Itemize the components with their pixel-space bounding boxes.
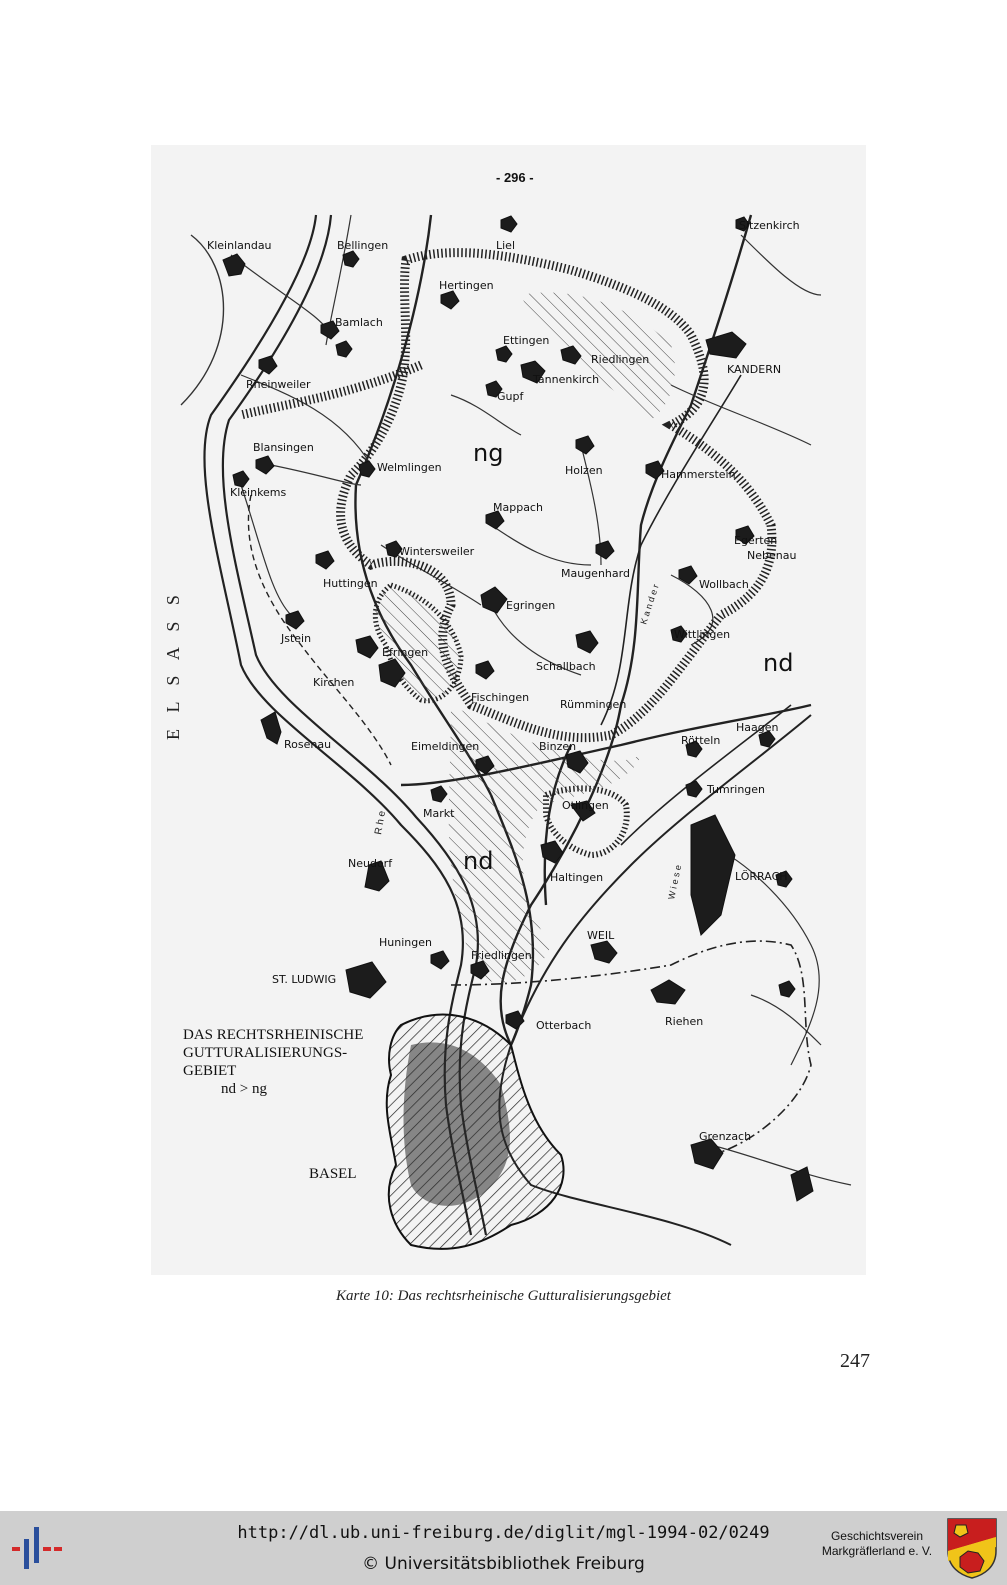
place-tumringen: Tumringen bbox=[707, 783, 766, 796]
place-binzen: Binzen bbox=[539, 740, 577, 753]
place-friedlingen: Friedlingen bbox=[471, 949, 532, 962]
map-legend bbox=[183, 1026, 363, 1098]
place-sitzenkirch: Sitzenkirch bbox=[739, 219, 800, 232]
place-efringen: Efringen bbox=[382, 646, 429, 659]
place-hertingen: Hertingen bbox=[439, 279, 494, 292]
place-blansingen: Blansingen bbox=[253, 441, 314, 454]
place-huningen: Huningen bbox=[379, 936, 432, 949]
place-wollbach: Wollbach bbox=[699, 578, 749, 591]
place-neudorf: Neudorf bbox=[348, 857, 393, 870]
place-huttingen: Huttingen bbox=[323, 577, 378, 590]
place-haagen: Haagen bbox=[736, 721, 779, 734]
place-lorrach: LÖRRACH bbox=[735, 870, 788, 883]
place-eimeldingen: Eimeldingen bbox=[411, 740, 480, 753]
figure-caption: Karte 10: Das rechtsrheinische Gutturalisierungsgebiet bbox=[336, 1288, 671, 1304]
place-weil: WEIL bbox=[587, 929, 615, 942]
place-holzen: Holzen bbox=[565, 464, 603, 477]
place-liel: Liel bbox=[496, 239, 516, 252]
place-riedlingen: Riedlingen bbox=[591, 353, 650, 366]
place-markt: Markt bbox=[423, 807, 455, 820]
map-svg bbox=[151, 145, 866, 1275]
map-page-header: - 296 - bbox=[496, 170, 534, 185]
society-line-1: Geschichtsverein bbox=[830, 1529, 924, 1543]
place-fischingen: Fischingen bbox=[471, 691, 530, 704]
river-arm bbox=[181, 235, 224, 405]
place-rheinweiler: Rheinweiler bbox=[246, 378, 311, 391]
place-kandern: KANDERN bbox=[727, 363, 782, 376]
region-label-elsass: E L S A S S bbox=[163, 589, 183, 740]
place-kleinkems: Kleinkems bbox=[230, 486, 287, 499]
place-riehen: Riehen bbox=[665, 1015, 704, 1028]
coat-of-arms-icon bbox=[946, 1517, 998, 1579]
society-line-2: Markgräflerland e. V. bbox=[821, 1544, 933, 1558]
map-figure bbox=[151, 145, 866, 1275]
legend-rule: nd > ng bbox=[221, 1081, 267, 1097]
place-st-ludwig: ST. LUDWIG bbox=[272, 973, 337, 986]
region-label-ng: ng bbox=[473, 439, 504, 467]
place-bamlach: Bamlach bbox=[335, 316, 383, 329]
society-name bbox=[812, 1529, 942, 1559]
place-otterbach: Otterbach bbox=[536, 1019, 592, 1032]
legend-line-1: DAS RECHTSRHEINISCHE bbox=[183, 1027, 364, 1043]
place-kirchen: Kirchen bbox=[313, 676, 355, 689]
place-rosenau: Rosenau bbox=[284, 738, 332, 751]
place-wittlingen: Wittlingen bbox=[674, 628, 731, 641]
legend-line-2: GUTTURALISIERUNGS- bbox=[183, 1045, 348, 1061]
region-label-nd-south: nd bbox=[463, 847, 494, 875]
river-label-kander: K a n d e r bbox=[638, 583, 661, 626]
river-label-wiese: W i e s e bbox=[666, 864, 684, 901]
kander-river bbox=[601, 375, 741, 725]
place-egerten: Egerten bbox=[734, 534, 778, 547]
place-wintersweiler: Wintersweiler bbox=[399, 545, 475, 558]
footer-copyright: © Universitätsbibliothek Freiburg bbox=[362, 1554, 645, 1574]
place-otlingen: Otlingen bbox=[562, 799, 609, 812]
place-tannenkirch: Tannenkirch bbox=[533, 373, 600, 386]
place-grenzach: Grenzach bbox=[699, 1130, 752, 1143]
place-gupf: Gupf bbox=[497, 390, 524, 403]
place-haltingen: Haltingen bbox=[550, 871, 604, 884]
place-welmlingen: Welmlingen bbox=[377, 461, 442, 474]
legend-line-3: GEBIET bbox=[183, 1063, 237, 1079]
place-ettingen: Ettingen bbox=[503, 334, 550, 347]
place-istein: Jstein bbox=[281, 632, 312, 645]
place-bellingen: Bellingen bbox=[337, 239, 389, 252]
river-label-rhein: R h e bbox=[373, 810, 389, 836]
place-schallbach: Schallbach bbox=[536, 660, 596, 673]
basel-label: BASEL bbox=[309, 1166, 357, 1182]
footer-bar bbox=[0, 1511, 1007, 1585]
place-maugenhard: Maugenhard bbox=[561, 567, 630, 580]
place-mappach: Mappach bbox=[493, 501, 543, 514]
region-label-nd-east: nd bbox=[763, 649, 794, 677]
place-rotteln: Rötteln bbox=[681, 734, 721, 747]
place-rumminger: Rümmingen bbox=[560, 698, 627, 711]
place-kleinlandau: Kleinlandau bbox=[207, 239, 272, 252]
place-nebenau: Nebenau bbox=[747, 549, 797, 562]
place-hammerstein: Hammerstein bbox=[661, 468, 736, 481]
page-number: 247 bbox=[840, 1350, 870, 1372]
footer-url-link[interactable]: http://dl.ub.uni-freiburg.de/diglit/mgl-1994-02/0249 bbox=[237, 1523, 770, 1543]
place-egringen: Egringen bbox=[506, 599, 556, 612]
